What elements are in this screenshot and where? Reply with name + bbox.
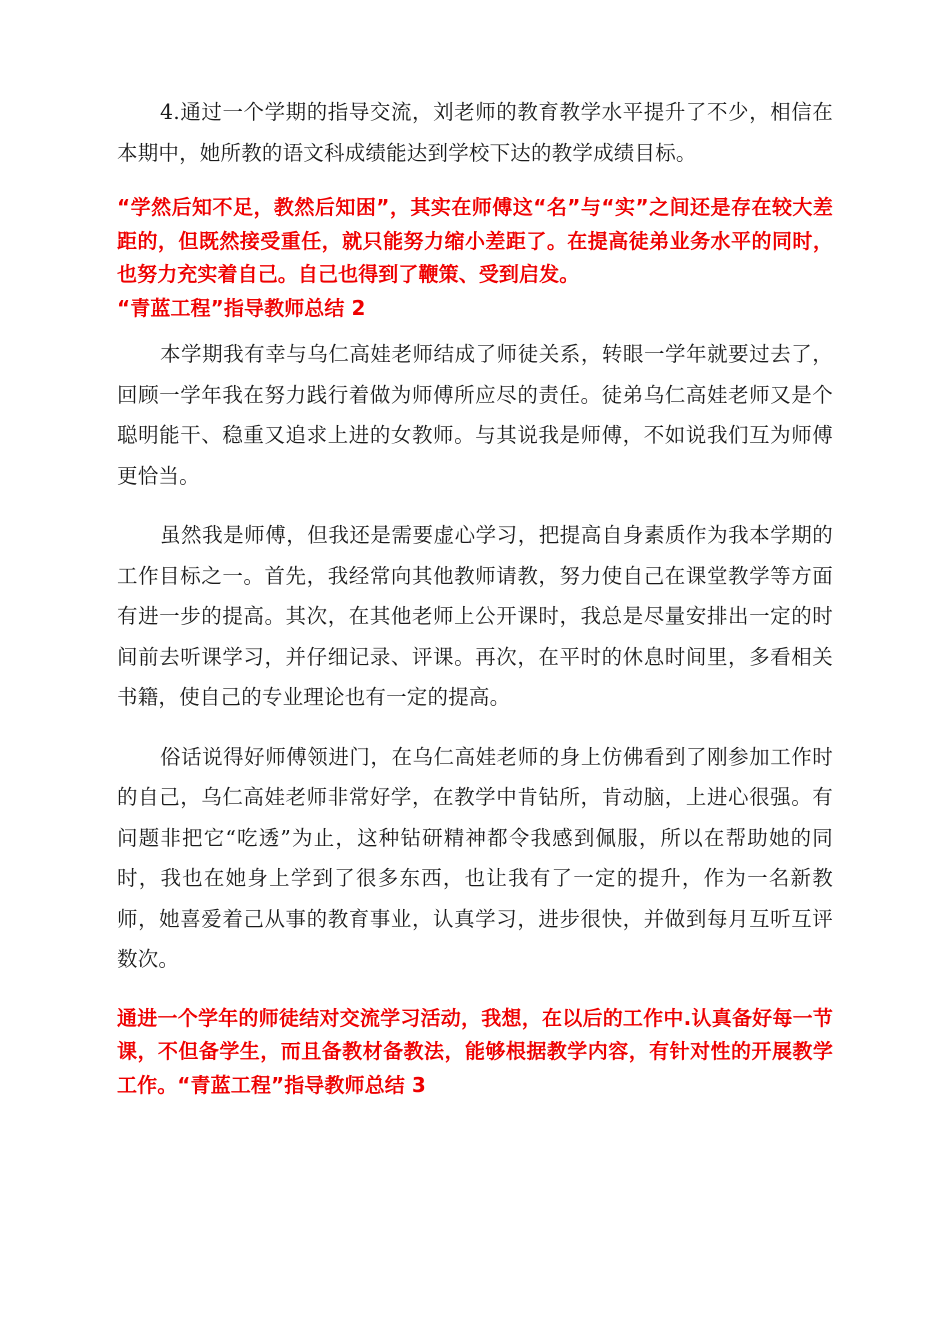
highlight-quote <box>117 191 833 325</box>
paragraph-self-study: 虽然我是师傅，但我还是需要虚心学习，把提高自身素质作为我本学期的工作目标之一。首先，我经常向其他教师请教，努力使自己在课堂教学等方面有进一步的提高。其次，在其他老师上公开课时，我总是尽量安排出一定的时间前去听课学习，并仔细记录、评课。再次，在平时的休息时间里，多看相关书籍，使自己的专业理论也有一定的提高。 <box>117 523 833 709</box>
highlight-quote-text: “学然后知不足，教然后知困”，其实在师傅这“名”与“实”之间还是存在较大差距的，但既然接受重任，就只能努力缩小差距了。在提高徒弟业务水平的同时，也努力充实着自己。自己也得到了鞭策、受到启发。 <box>117 195 833 286</box>
paragraph-intro: 本学期我有幸与乌仁高娃老师结成了师徒关系，转眼一学年就要过去了，回顾一学年我在努力践行着做为师傅所应尽的责任。徒弟乌仁高娃老师又是个聪明能干、稳重又追求上进的女教师。与其说我是师傅，不如说我们互为师傅更恰当。 <box>117 342 833 488</box>
document-body <box>117 92 833 1102</box>
section-heading-2: “青蓝工程”指导教师总结 2 <box>117 295 366 320</box>
paragraph-point-4: 4.通过一个学期的指导交流，刘老师的教育教学水平提升了不少，相信在本期中，她所教的语文科成绩能达到学校下达的教学成绩目标。 <box>117 100 833 165</box>
spacer <box>117 980 833 1002</box>
spacer <box>117 173 833 191</box>
spacer <box>117 325 833 334</box>
paragraph-mentee: 俗话说得好师傅领进门，在乌仁高娃老师的身上仿佛看到了刚参加工作时的自己，乌仁高娃老师非常好学，在教学中肯钻所，肯动脑，上进心很强。有问题非把它“吃透”为止，这种钻研精神都令我感到佩服，所以在帮助她的同时，我也在她身上学到了很多东西，也让我有了一定的提升，作为一名新教师，她喜爱着己从事的教育事业，认真学习，进步很快，并做到每月互听互评数次。 <box>117 744 833 971</box>
highlight-conclusion: 通进一个学年的师徒结对交流学习活动，我想，在以后的工作中.认真备好每一节课，不但备学生，而且备教材备教法，能够根据教学内容，有针对性的开展教学工作。“青蓝工程”指导教师总结 3 <box>117 1005 833 1097</box>
